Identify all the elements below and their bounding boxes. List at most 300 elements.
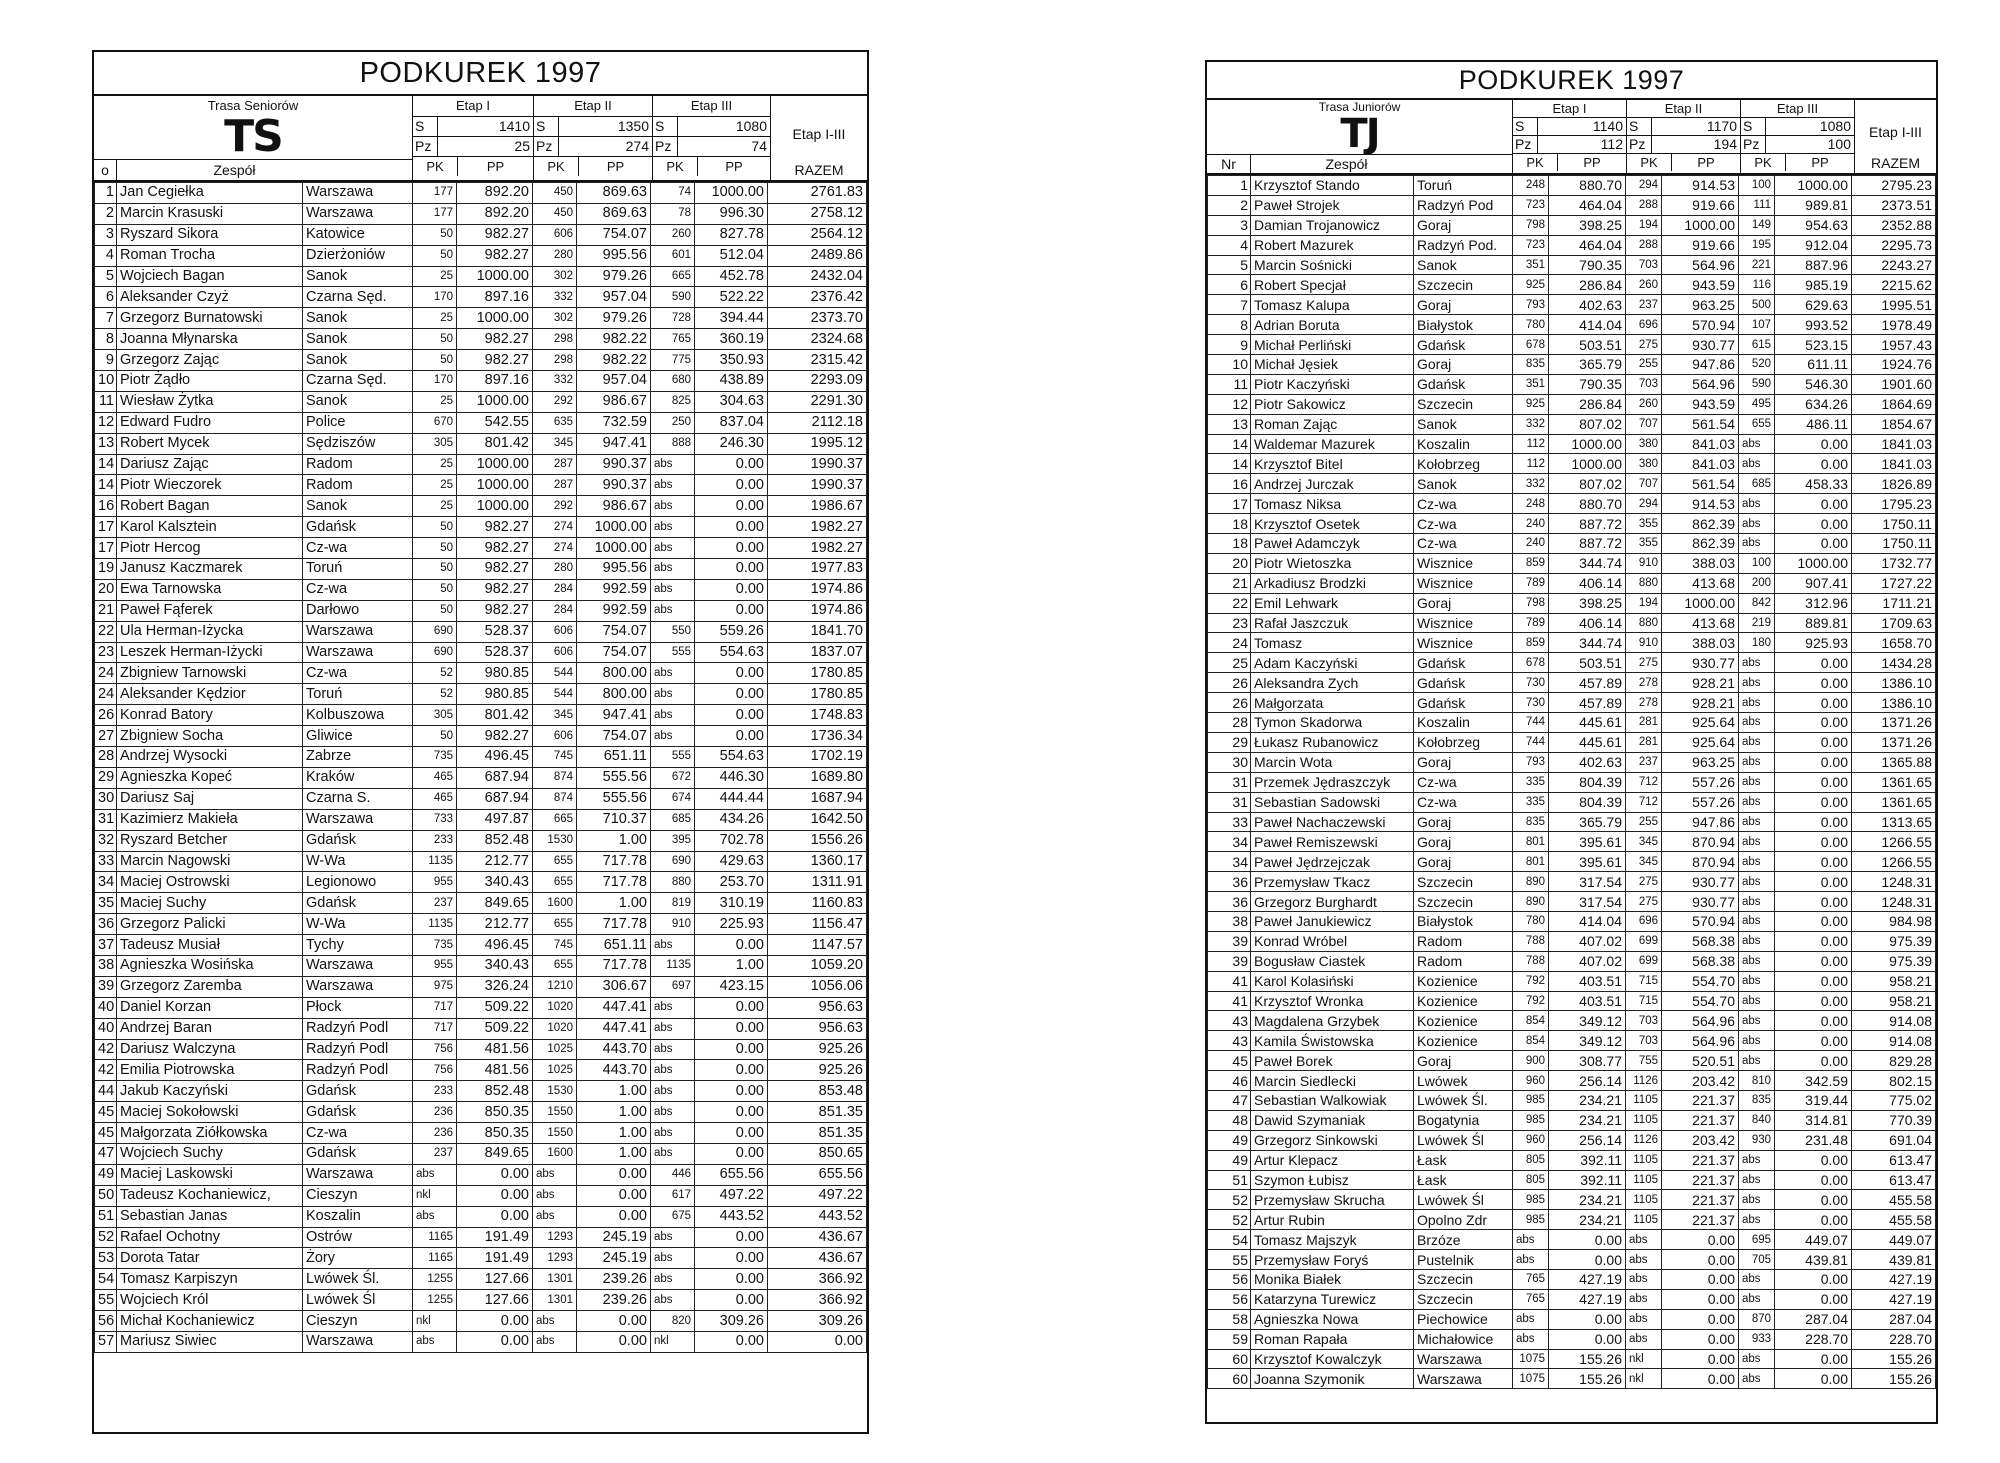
stage2-pk-cell: 1025 <box>533 1060 577 1081</box>
total-cell: 925.26 <box>768 1039 867 1060</box>
name-cell: Wojciech Król <box>117 1290 303 1311</box>
stage1-pk-cell: 50 <box>413 538 457 559</box>
stage1-pk-cell: 25 <box>413 454 457 475</box>
table-row <box>1208 812 1936 832</box>
stage1-pp-cell: 395.61 <box>1549 852 1626 872</box>
stage2-pk-cell: 703 <box>1626 255 1662 275</box>
stage2-pk-cell: 278 <box>1626 673 1662 693</box>
name-cell: Aleksander Czyż <box>117 287 303 308</box>
stage2-pp-cell: 0.00 <box>1662 1269 1739 1289</box>
stage3-pp-cell: 0.00 <box>1775 1369 1852 1389</box>
stage1-pp-cell: 457.89 <box>1549 673 1626 693</box>
name-cell: Małgorzata <box>1251 693 1414 713</box>
stage1-pp-cell: 481.56 <box>457 1060 533 1081</box>
total-cell: 1059.20 <box>768 955 867 976</box>
table-row <box>95 621 867 642</box>
city-cell: Lwówek Śl <box>1414 1130 1513 1150</box>
name-cell: Artur Rubin <box>1251 1210 1414 1230</box>
name-cell: Kamila Świstowska <box>1251 1031 1414 1051</box>
stage2-pp-cell: 995.56 <box>577 245 651 266</box>
stage1-pk-cell: 1135 <box>413 851 457 872</box>
table-row <box>1208 713 1936 733</box>
table-row <box>95 1081 867 1102</box>
name-cell: Roman Zając <box>1251 414 1414 434</box>
pz-value: 194 <box>1713 136 1737 152</box>
city-cell: Gdańsk <box>303 1143 413 1164</box>
stage1-pk-cell: 890 <box>1513 872 1549 892</box>
name-cell: Tomasz Karpiszyn <box>117 1269 303 1290</box>
name-cell: Jan Cegiełka <box>117 183 303 204</box>
stage3-pp-cell: 0.00 <box>1775 1289 1852 1309</box>
stage2-pp-cell: 561.54 <box>1662 414 1739 434</box>
stage3-pk-cell: abs <box>651 1290 695 1311</box>
stage1-pp-cell: 687.94 <box>457 788 533 809</box>
name-cell: Konrad Batory <box>117 705 303 726</box>
stage2-pp-cell: 221.37 <box>1662 1090 1739 1110</box>
stage1-pk-cell: abs <box>413 1331 457 1352</box>
name-cell: Marcin Wota <box>1251 752 1414 772</box>
stage2-pp-cell: 930.77 <box>1662 335 1739 355</box>
stage3-pp-cell: 546.30 <box>1775 374 1852 394</box>
stage3-pk-cell: 590 <box>651 287 695 308</box>
stage3-pk-cell: 601 <box>651 245 695 266</box>
table-row <box>1208 1011 1936 1031</box>
total-cell: 1957.43 <box>1852 335 1936 355</box>
total-cell: 1780.85 <box>768 663 867 684</box>
stage1-pp-cell: 880.70 <box>1549 494 1626 514</box>
name-cell: Marcin Sośnicki <box>1251 255 1414 275</box>
table-row <box>1208 1051 1936 1071</box>
table-row <box>95 997 867 1018</box>
pp-header: PP <box>1697 155 1715 170</box>
city-cell: Wisznice <box>1414 573 1513 593</box>
place-cell: 4 <box>1208 235 1251 255</box>
table-row <box>1208 553 1936 573</box>
stage2-pp-cell: 0.00 <box>1662 1329 1739 1349</box>
place-cell: 26 <box>95 705 117 726</box>
pz-value: 274 <box>625 138 649 154</box>
stage3-pk-cell: 820 <box>651 1311 695 1332</box>
stage1-pk-cell: 1255 <box>413 1269 457 1290</box>
stage1-pk-cell: 678 <box>1513 335 1549 355</box>
stage3-pp-cell: 0.00 <box>1775 772 1852 792</box>
stage2-pk-cell: 275 <box>1626 872 1662 892</box>
total-cell: 1642.50 <box>768 809 867 830</box>
total-cell: 1386.10 <box>1852 673 1936 693</box>
city-cell: Goraj <box>1414 812 1513 832</box>
stage1-pk-cell: abs <box>413 1164 457 1185</box>
place-cell: 2 <box>95 203 117 224</box>
stage2-pk-cell: 274 <box>533 538 577 559</box>
stage2-pk-cell: 1530 <box>533 1081 577 1102</box>
stage1-pk-cell: 177 <box>413 203 457 224</box>
place-cell: 42 <box>95 1060 117 1081</box>
table-row <box>95 914 867 935</box>
name-cell: Maciej Laskowski <box>117 1164 303 1185</box>
city-cell: Warszawa <box>303 976 413 997</box>
stage3-pp-cell: 0.00 <box>695 997 768 1018</box>
place-cell: 49 <box>95 1164 117 1185</box>
name-cell: Bogusław Ciastek <box>1251 951 1414 971</box>
stage1-pk-cell: nkl <box>413 1185 457 1206</box>
city-cell: Cz-wa <box>303 538 413 559</box>
place-cell: 11 <box>1208 374 1251 394</box>
stage2-pp-cell: 870.94 <box>1662 832 1739 852</box>
name-cell: Agnieszka Nowa <box>1251 1309 1414 1329</box>
stage2-pp-cell: 841.03 <box>1662 434 1739 454</box>
city-cell: Gdańsk <box>1414 653 1513 673</box>
stage1-pk-cell: 233 <box>413 830 457 851</box>
stage3-pp-cell: 304.63 <box>695 391 768 412</box>
stage-name: Etap III <box>1741 100 1854 118</box>
stage1-pk-cell: 170 <box>413 287 457 308</box>
name-cell: Grzegorz Zaremba <box>117 976 303 997</box>
stage-3-header <box>653 96 771 180</box>
place-cell: 39 <box>1208 951 1251 971</box>
place-cell: 59 <box>1208 1329 1251 1349</box>
name-cell: Michał Jęsiek <box>1251 355 1414 375</box>
table-row <box>95 935 867 956</box>
total-cell: 1750.11 <box>1852 514 1936 534</box>
stage3-pk-cell: abs <box>1739 1150 1775 1170</box>
table-row <box>1208 1190 1936 1210</box>
stage1-pk-cell: 335 <box>1513 772 1549 792</box>
stage3-pk-cell: 705 <box>1739 1250 1775 1270</box>
stage3-pk-cell: 819 <box>651 893 695 914</box>
stage3-pk-cell: 728 <box>651 308 695 329</box>
stage3-pp-cell: 0.00 <box>1775 732 1852 752</box>
stage2-pk-cell: 1126 <box>1626 1130 1662 1150</box>
stage2-pp-cell: 947.41 <box>577 705 651 726</box>
stage1-pk-cell: 835 <box>1513 812 1549 832</box>
stage2-pk-cell: 302 <box>533 266 577 287</box>
table-row <box>95 747 867 768</box>
place-cell: 19 <box>95 559 117 580</box>
stage2-pk-cell: 275 <box>1626 892 1662 912</box>
stage1-pk-cell: 890 <box>1513 892 1549 912</box>
name-cell: Tomasz Niksa <box>1251 494 1414 514</box>
stage3-pp-cell: 0.00 <box>695 496 768 517</box>
stage2-pp-cell: 443.70 <box>577 1060 651 1081</box>
city-cell: Białystok <box>1414 911 1513 931</box>
city-cell: Lwówek Śl. <box>303 1269 413 1290</box>
stage2-pk-cell: 345 <box>1626 832 1662 852</box>
stage1-pk-cell: 730 <box>1513 673 1549 693</box>
stage2-pp-cell: 221.37 <box>1662 1210 1739 1230</box>
stage1-pp-cell: 0.00 <box>457 1164 533 1185</box>
place-cell: 34 <box>1208 832 1251 852</box>
stage1-pk-cell: 50 <box>413 517 457 538</box>
stage3-pp-cell: 0.00 <box>695 1331 768 1352</box>
stage2-pp-cell: 245.19 <box>577 1248 651 1269</box>
stage3-pk-cell: abs <box>651 935 695 956</box>
total-cell: 770.39 <box>1852 1110 1936 1130</box>
stage1-pp-cell: 528.37 <box>457 621 533 642</box>
stage2-pk-cell: 1293 <box>533 1227 577 1248</box>
city-cell: Sanok <box>303 350 413 371</box>
stage2-pp-cell: 986.67 <box>577 391 651 412</box>
stage2-pp-cell: 557.26 <box>1662 772 1739 792</box>
stage2-pp-cell: 963.25 <box>1662 295 1739 315</box>
table-row <box>1208 593 1936 613</box>
table-row <box>1208 335 1936 355</box>
total-cell: 691.04 <box>1852 1130 1936 1150</box>
table-row <box>1208 176 1936 196</box>
stage3-pp-cell: 0.00 <box>1775 911 1852 931</box>
stage2-pk-cell: 703 <box>1626 374 1662 394</box>
stage3-pk-cell: abs <box>651 684 695 705</box>
stage1-pp-cell: 191.49 <box>457 1248 533 1269</box>
stage3-pp-cell: 0.00 <box>695 1123 768 1144</box>
s-label: S <box>1513 118 1538 135</box>
stage1-pp-cell: 1000.00 <box>457 496 533 517</box>
stage2-pp-cell: 800.00 <box>577 684 651 705</box>
total-cell: 1990.37 <box>768 475 867 496</box>
stage1-pk-cell: abs <box>413 1206 457 1227</box>
stage2-pp-cell: 914.53 <box>1662 176 1739 196</box>
table-row <box>95 1269 867 1290</box>
total-cell: 958.21 <box>1852 971 1936 991</box>
stage1-pk-cell: 801 <box>1513 832 1549 852</box>
stage3-pp-cell: 0.00 <box>695 935 768 956</box>
city-cell: Łask <box>1414 1170 1513 1190</box>
stage1-pp-cell: 0.00 <box>457 1311 533 1332</box>
place-cell: 39 <box>1208 931 1251 951</box>
place-cell: 51 <box>1208 1170 1251 1190</box>
stage1-pk-cell: 1165 <box>413 1227 457 1248</box>
stage2-pp-cell: 925.64 <box>1662 713 1739 733</box>
table-row <box>95 663 867 684</box>
stage3-pp-cell: 0.00 <box>695 1290 768 1311</box>
name-cell: Dorota Tatar <box>117 1248 303 1269</box>
city-cell: Cz-wa <box>1414 772 1513 792</box>
city-cell: Cz-wa <box>1414 792 1513 812</box>
city-cell: Sanok <box>1414 414 1513 434</box>
table-row <box>95 726 867 747</box>
stage3-pk-cell: abs <box>1739 951 1775 971</box>
stage2-pk-cell: nkl <box>1626 1349 1662 1369</box>
s-value: 1080 <box>1819 118 1851 134</box>
total-cell: 925.26 <box>768 1060 867 1081</box>
stage1-pk-cell: 780 <box>1513 911 1549 931</box>
name-cell: Tomasz Majszyk <box>1251 1230 1414 1250</box>
stage2-pp-cell: 732.59 <box>577 412 651 433</box>
total-cell: 1978.49 <box>1852 315 1936 335</box>
name-cell: Kazimierz Makieła <box>117 809 303 830</box>
stage1-pk-cell: 1165 <box>413 1248 457 1269</box>
stage2-pp-cell: 717.78 <box>577 914 651 935</box>
stage3-pk-cell: 685 <box>1739 474 1775 494</box>
total-cell: 1995.51 <box>1852 295 1936 315</box>
stage2-pk-cell: 1105 <box>1626 1110 1662 1130</box>
city-cell: Dzierżoniów <box>303 245 413 266</box>
city-cell: Goraj <box>1414 832 1513 852</box>
total-cell: 1248.31 <box>1852 872 1936 892</box>
summary-header <box>1855 100 1936 173</box>
stage1-pk-cell: 765 <box>1513 1289 1549 1309</box>
total-cell: 851.35 <box>768 1102 867 1123</box>
total-cell: 1160.83 <box>768 893 867 914</box>
total-cell: 1266.55 <box>1852 852 1936 872</box>
total-cell: 2315.42 <box>768 350 867 371</box>
stage3-pp-cell: 0.00 <box>1775 434 1852 454</box>
city-cell: Radzyń Podl <box>303 1060 413 1081</box>
total-cell: 1864.69 <box>1852 394 1936 414</box>
stage1-pk-cell: 112 <box>1513 434 1549 454</box>
stage2-pp-cell: 928.21 <box>1662 693 1739 713</box>
table-row <box>95 809 867 830</box>
stage2-pp-cell: 447.41 <box>577 997 651 1018</box>
stage3-pp-cell: 0.00 <box>695 726 768 747</box>
city-cell: Warszawa <box>303 1164 413 1185</box>
place-cell: 53 <box>95 1248 117 1269</box>
stage2-pk-cell: 880 <box>1626 573 1662 593</box>
stage2-pk-cell: 260 <box>1626 394 1662 414</box>
stage2-pp-cell: 413.68 <box>1662 613 1739 633</box>
stage2-pk-cell: 655 <box>533 872 577 893</box>
stage2-pk-cell: 274 <box>533 517 577 538</box>
city-cell: Piechowice <box>1414 1309 1513 1329</box>
city-cell: Koszalin <box>1414 713 1513 733</box>
stage2-pp-cell: 947.86 <box>1662 812 1739 832</box>
stage2-pk-cell: 1020 <box>533 997 577 1018</box>
place-cell: 26 <box>1208 673 1251 693</box>
total-cell: 1990.37 <box>768 454 867 475</box>
place-cell: 60 <box>1208 1349 1251 1369</box>
stage2-pp-cell: 717.78 <box>577 851 651 872</box>
city-cell: Cz-wa <box>303 663 413 684</box>
sheet-title: PODKUREK 1997 <box>94 52 867 96</box>
stage3-pk-cell: abs <box>1739 772 1775 792</box>
table-row <box>1208 434 1936 454</box>
stage3-pp-cell: 0.00 <box>695 1227 768 1248</box>
table-row <box>95 266 867 287</box>
stage2-pp-cell: 564.96 <box>1662 1011 1739 1031</box>
stage2-pp-cell: 221.37 <box>1662 1110 1739 1130</box>
s-value: 1350 <box>617 118 649 134</box>
pk-header: PK <box>534 157 579 176</box>
table-row <box>1208 474 1936 494</box>
name-cell: Artur Klepacz <box>1251 1150 1414 1170</box>
stage3-pp-cell: 0.00 <box>1775 931 1852 951</box>
name-cell: Konrad Wróbel <box>1251 931 1414 951</box>
city-cell: Czarna S. <box>303 788 413 809</box>
place-cell: 5 <box>95 266 117 287</box>
stage1-pk-cell: 801 <box>1513 852 1549 872</box>
stage3-pk-cell: abs <box>1739 1031 1775 1051</box>
name-cell: Michał Perliński <box>1251 335 1414 355</box>
stage2-pk-cell: 1530 <box>533 830 577 851</box>
stage2-pp-cell: 930.77 <box>1662 653 1739 673</box>
place-cell: 21 <box>95 600 117 621</box>
stage2-pk-cell: 1600 <box>533 893 577 914</box>
place-cell: 49 <box>1208 1150 1251 1170</box>
stage1-pp-cell: 340.43 <box>457 872 533 893</box>
place-cell: 28 <box>1208 713 1251 733</box>
name-cell: Grzegorz Palicki <box>117 914 303 935</box>
total-cell: 2758.12 <box>768 203 867 224</box>
stage3-pp-cell: 611.11 <box>1775 355 1852 375</box>
stage1-pk-cell: 240 <box>1513 534 1549 554</box>
name-cell: Szymon Łubisz <box>1251 1170 1414 1190</box>
pz-label: Pz <box>1513 136 1538 153</box>
place-cell: 57 <box>95 1331 117 1352</box>
pp-header: PP <box>1811 155 1829 170</box>
city-cell: Warszawa <box>303 642 413 663</box>
city-cell: Kozienice <box>1414 1011 1513 1031</box>
stage2-pk-cell: 606 <box>533 726 577 747</box>
stage1-pp-cell: 344.74 <box>1549 553 1626 573</box>
total-cell: 1854.67 <box>1852 414 1936 434</box>
stage3-pk-cell: 590 <box>1739 374 1775 394</box>
place-cell: 14 <box>95 475 117 496</box>
total-cell: 436.67 <box>768 1248 867 1269</box>
stage1-pp-cell: 1000.00 <box>457 391 533 412</box>
place-cell: 42 <box>95 1039 117 1060</box>
stage1-pp-cell: 982.27 <box>457 559 533 580</box>
stage1-pp-cell: 414.04 <box>1549 315 1626 335</box>
stage1-pk-cell: 744 <box>1513 732 1549 752</box>
total-cell: 155.26 <box>1852 1369 1936 1389</box>
city-cell: Warszawa <box>303 203 413 224</box>
name-cell: Karol Kalsztein <box>117 517 303 538</box>
stage2-pk-cell: 703 <box>1626 1031 1662 1051</box>
stage1-pp-cell: 982.27 <box>457 224 533 245</box>
stage1-pp-cell: 887.72 <box>1549 514 1626 534</box>
total-cell: 2293.09 <box>768 371 867 392</box>
table-row <box>1208 1269 1936 1289</box>
stage3-pk-cell: abs <box>651 1018 695 1039</box>
stage3-pk-cell: 495 <box>1739 394 1775 414</box>
stage1-pk-cell: 50 <box>413 329 457 350</box>
stage1-pk-cell: 465 <box>413 788 457 809</box>
stage1-pk-cell: 50 <box>413 579 457 600</box>
stage2-pk-cell: 275 <box>1626 335 1662 355</box>
place-cell: 7 <box>1208 295 1251 315</box>
city-cell: Czarna Sęd. <box>303 287 413 308</box>
stage3-pp-cell: 985.19 <box>1775 275 1852 295</box>
stage1-pp-cell: 801.42 <box>457 705 533 726</box>
table-row <box>95 559 867 580</box>
stage2-pk-cell: 699 <box>1626 951 1662 971</box>
city-cell: W-Wa <box>303 851 413 872</box>
city-cell: Goraj <box>1414 355 1513 375</box>
stage2-pk-cell: 355 <box>1626 514 1662 534</box>
stage3-pk-cell: 116 <box>1739 275 1775 295</box>
name-cell: Karol Kolasiński <box>1251 971 1414 991</box>
place-cell: 55 <box>1208 1250 1251 1270</box>
name-cell: Paweł Nachaczewski <box>1251 812 1414 832</box>
stage3-pk-cell: abs <box>651 496 695 517</box>
total-cell: 1702.19 <box>768 747 867 768</box>
place-cell: 52 <box>1208 1210 1251 1230</box>
city-cell: Toruń <box>1414 176 1513 196</box>
city-cell: Kozienice <box>1414 991 1513 1011</box>
stage2-pk-cell: 712 <box>1626 792 1662 812</box>
table-row <box>95 705 867 726</box>
stage3-pk-cell: 870 <box>1739 1309 1775 1329</box>
total-cell: 2432.04 <box>768 266 867 287</box>
total-label: RAZEM <box>794 162 844 178</box>
stage3-pk-cell: abs <box>1739 1269 1775 1289</box>
place-cell: 28 <box>95 747 117 768</box>
total-cell: 1386.10 <box>1852 693 1936 713</box>
stage1-pk-cell: 50 <box>413 600 457 621</box>
stage1-pk-cell: 925 <box>1513 275 1549 295</box>
stage2-pk-cell: 302 <box>533 308 577 329</box>
column-header <box>94 159 412 180</box>
total-cell: 1736.34 <box>768 726 867 747</box>
